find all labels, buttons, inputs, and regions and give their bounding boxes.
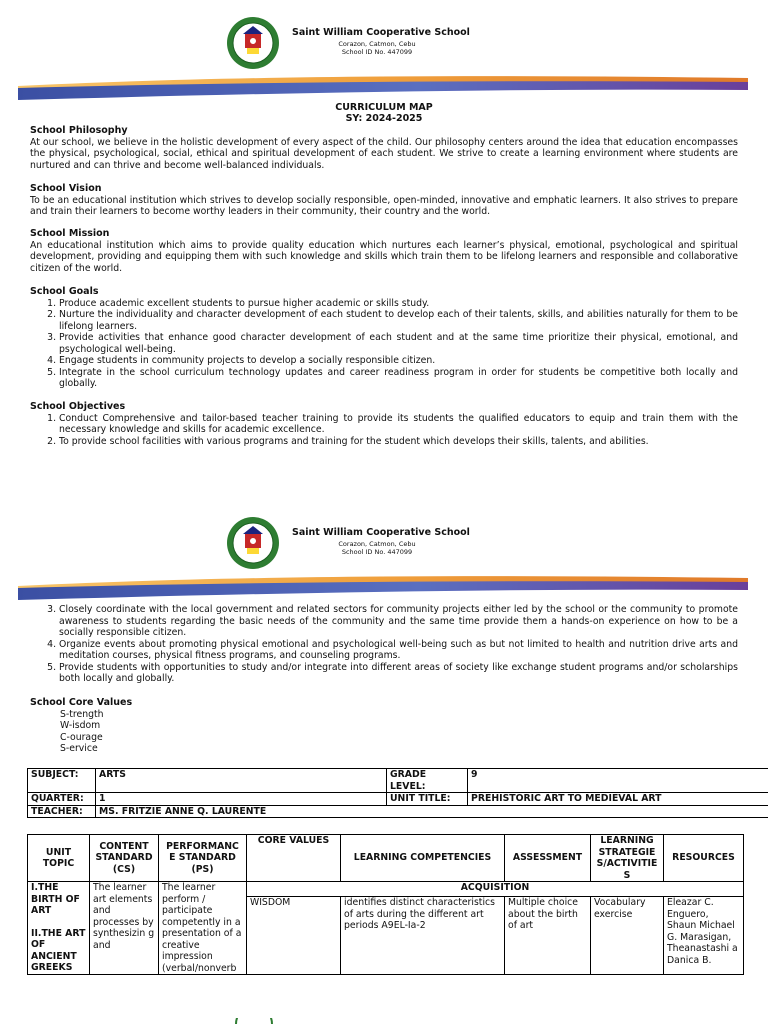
- mission-text: An educational institution which aims to provide quality education which nurtures each learner’s physical, emotional, psychological and spiritual development, providing and equipping them with such knowledge and skills which train them to be lifelong learners and responsible and collaborative citizen of the world.: [30, 239, 738, 274]
- core-value-item: S-trength: [60, 708, 104, 720]
- school-address-block: [292, 540, 462, 556]
- objective-item: 2. To provide school facilities with various programs and training for the student which develops their skills, talents, and abilities.: [59, 436, 738, 448]
- doc-title: CURRICULUM MAP: [335, 102, 433, 113]
- core-values-section: [30, 697, 738, 755]
- competency-cell: identifies distinct characteristics of arts during the different art periods A9EL-Ia-2: [341, 897, 505, 975]
- vision-heading: School Vision: [30, 183, 102, 194]
- goal-item: 5. Integrate in the school curriculum technology updates and career readiness program in order for students be competitive both locally and globally.: [59, 367, 738, 390]
- school-address-block: [292, 40, 462, 56]
- mission-heading: School Mission: [30, 228, 110, 239]
- core-value-cell: WISDOM: [247, 897, 341, 975]
- school-address: Corazon, Catmon, Cebu: [338, 40, 416, 48]
- school-name: Saint William Cooperative School: [292, 27, 470, 38]
- header-unit-topic: UNIT TOPIC: [28, 835, 90, 882]
- unit-topic-cell: [28, 882, 90, 975]
- school-logo: [226, 516, 280, 570]
- grade-value: 9: [468, 769, 768, 793]
- school-logo-partial: [234, 1018, 274, 1024]
- objective-item: 1. Conduct Comprehensive and tailor-based teacher training to provide its students the qualified educators to equip and train them with the necessary knowledge and skills for academic excellence.: [59, 413, 738, 436]
- doc-school-year: SY: 2024-2025: [345, 113, 423, 124]
- header-core-values: CORE VALUES: [247, 835, 341, 882]
- header-strategies: LEARNING STRATEGIE S/ACTIVITIE S: [591, 835, 664, 882]
- school-address: Corazon, Catmon, Cebu: [338, 540, 416, 548]
- core-value-item: C-ourage: [60, 731, 103, 743]
- header-competencies: LEARNING COMPETENCIES: [341, 835, 505, 882]
- teacher-value: MS. FRITZIE ANNE Q. LAURENTE: [96, 805, 768, 818]
- subject-value: ARTS: [96, 769, 387, 793]
- vision-section: [30, 183, 738, 218]
- content-standard-cell: The learner art elements and processes by synthesizin g and: [90, 882, 159, 975]
- goals-list: [30, 298, 738, 390]
- objective-item: 4. Organize events about promoting physical emotional and psychological well-being such as but not limited to health and nutrition drive arts and meditation courses, physical fitness programs, and counseling programs.: [59, 639, 738, 662]
- quarter-value: 1: [96, 793, 387, 806]
- unit-title-label: UNIT TITLE:: [387, 793, 468, 806]
- info-row-quarter: [28, 793, 768, 806]
- philosophy-section: [30, 125, 738, 171]
- header-performance-standard: PERFORMANC E STANDARD (PS): [159, 835, 247, 882]
- assessment-cell: Multiple choice about the birth of art: [505, 897, 591, 975]
- philosophy-text: At our school, we believe in the holistic development of every aspect of the child. Our philosophy centers around the idea that education encompasses the physical, psychological, social, ethical and spiritual development of each student. We strive to create a learning environment where students are nurtured and can thrive and become well-balanced individuals.: [30, 136, 738, 171]
- teacher-label: TEACHER:: [28, 805, 96, 818]
- info-row-teacher: [28, 805, 768, 818]
- header-assessment: ASSESSMENT: [505, 835, 591, 882]
- goal-item: 1. Produce academic excellent students to pursue higher academic or skills study.: [59, 298, 738, 310]
- curriculum-map-table: [27, 834, 744, 975]
- vision-text: To be an educational institution which strives to develop socially responsible, open-minded, innovative and emphatic learners. It also strives to prepare and train their learners to become worthy leaders in their community, their country and the world.: [30, 194, 738, 217]
- goals-heading: School Goals: [30, 286, 99, 297]
- table-row: [28, 882, 744, 897]
- grade-label: GRADE LEVEL:: [387, 769, 468, 793]
- objectives-list: [30, 413, 738, 448]
- unit-topic-2: II.THE ART OF ANCIENT GREEKS: [31, 927, 86, 973]
- core-values-list: [30, 709, 738, 755]
- school-name: Saint William Cooperative School: [292, 527, 470, 538]
- core-values-heading: School Core Values: [30, 697, 133, 708]
- strategy-cell: Vocabulary exercise: [591, 897, 664, 975]
- unit-title-value: PREHISTORIC ART TO MEDIEVAL ART: [468, 793, 768, 806]
- school-logo: [226, 16, 280, 70]
- objectives-list-continued: [30, 604, 738, 685]
- subject-label: SUBJECT:: [28, 769, 96, 793]
- performance-standard-cell: The learner perform / participate competently in a presentation of a creative impression (verbal/nonverb: [159, 882, 247, 975]
- objective-item: 3. Closely coordinate with the local government and related sectors for community projects either led by the school or the community to promote awareness to students regarding the basic needs of the community and the same time provide them a hands-on experience on how to be a socially responsible citizen.: [59, 604, 738, 639]
- acquisition-label: ACQUISITION: [247, 882, 744, 897]
- table-header-row: [28, 835, 744, 882]
- resources-cell: Eleazar C. Enguero, Shaun Michael G. Marasigan, Theanastashi a Danica B.: [664, 897, 744, 975]
- info-row-subject: [28, 769, 768, 793]
- objectives-heading: School Objectives: [30, 401, 126, 412]
- goal-item: 3. Provide activities that enhance good character development of each student and at the same time prioritize their physical, emotional, and psychological well-being.: [59, 332, 738, 355]
- goal-item: 2. Nurture the individuality and character development of each student to develop each of their talents, skills, and abilities naturally for them to be lifelong learners.: [59, 309, 738, 332]
- goal-item: 4. Engage students in community projects to develop a socially responsible citizen.: [59, 355, 738, 367]
- header-resources: RESOURCES: [664, 835, 744, 882]
- subject-info-table: [27, 768, 768, 818]
- philosophy-heading: School Philosophy: [30, 125, 128, 136]
- goals-section: [30, 286, 738, 390]
- quarter-label: QUARTER:: [28, 793, 96, 806]
- mission-section: [30, 228, 738, 274]
- objectives-section: [30, 401, 738, 447]
- objective-item: 5. Provide students with opportunities to study and/or integrate into different areas of society like exchange student programs and/or scholarships both locally and globally.: [59, 662, 738, 685]
- header-content-standard: CONTENT STANDARD (CS): [90, 835, 159, 882]
- core-value-item: W-isdom: [60, 720, 101, 731]
- core-value-item: S-ervice: [60, 743, 98, 754]
- school-id: School ID No. 447099: [341, 48, 413, 56]
- unit-topic-1: I.THE BIRTH OF ART: [31, 882, 80, 916]
- objectives-continued: [30, 604, 738, 685]
- school-id: School ID No. 447099: [341, 548, 413, 556]
